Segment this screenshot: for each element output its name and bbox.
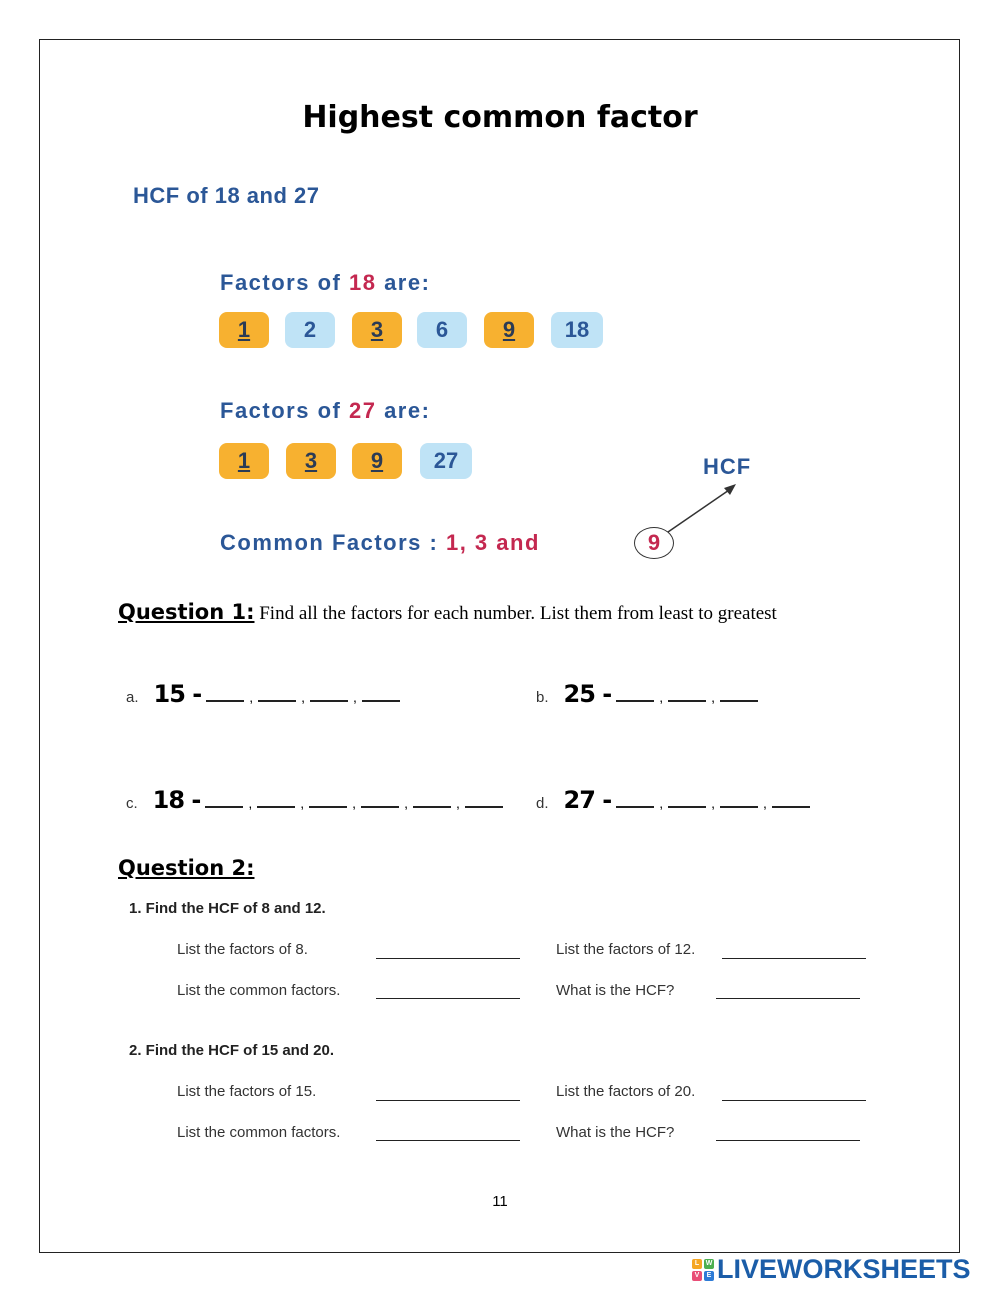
answer-blank[interactable] [362,682,400,702]
blank-separator: , [763,795,767,811]
factor-chip-value: 9 [502,317,516,342]
brand-logo [692,1254,971,1285]
answer-blank[interactable] [310,682,348,702]
blank-separator: , [353,689,357,705]
answer-blank[interactable] [206,682,244,702]
common-factors-label: Common Factors : [220,530,446,555]
factors-27-label [220,398,430,424]
prompt-common-factors: List the common factors. [177,1124,341,1141]
question1-label: Question 1: [118,600,255,624]
prompt-factors-left: List the factors of 8. [177,941,308,958]
factor-chip-value: 1 [237,317,251,342]
factor-chip-value: 9 [370,448,384,473]
factors-18-label [220,270,430,296]
factor-chip [484,312,534,348]
answer-blank[interactable] [413,788,451,808]
question1-item [126,786,503,814]
factors-18-label-pre: Factors of [220,270,349,295]
factor-chip-value: 27 [433,448,459,473]
factor-chip-value: 2 [303,317,317,342]
page-number: 11 [492,1193,508,1210]
answer-line[interactable] [716,1140,860,1141]
answer-blank[interactable] [361,788,399,808]
hcf-arrow-icon [660,480,750,540]
prompt-hcf: What is the HCF? [556,982,675,999]
common-factors-line [220,530,540,556]
blank-separator: , [352,795,357,811]
prompt-factors-right: List the factors of 20. [556,1083,696,1100]
prompt-hcf: What is the HCF? [556,1124,675,1141]
answer-blank[interactable] [309,788,347,808]
answer-blank[interactable] [205,788,243,808]
answer-blank[interactable] [258,682,296,702]
factors-18-label-post: are: [376,270,431,295]
factor-chip [285,312,335,348]
blank-separator: , [249,689,254,705]
answer-blank[interactable] [465,788,503,808]
factor-chip [420,443,472,479]
circled-hcf: 9 [634,527,674,559]
blank-separator: , [300,795,305,811]
factor-chip [417,312,467,348]
factors-27-label-post: are: [376,398,431,423]
question1-prompt [118,596,878,630]
blank-separator: , [404,795,408,811]
answer-blank[interactable] [668,682,706,702]
factor-chip-value: 3 [304,448,318,473]
prompt-factors-right: List the factors of 12. [556,941,696,958]
problem-heading: 1. Find the HCF of 8 and 12. [129,900,326,917]
factors-27-label-pre: Factors of [220,398,349,423]
liveworksheets-logo-icon [692,1259,714,1281]
item-letter: c. [126,795,138,812]
item-number: 15 - [153,680,202,708]
prompt-common-factors: List the common factors. [177,982,341,999]
factor-chip [352,312,402,348]
logo-tile: V [692,1271,702,1281]
factor-chip-value: 1 [237,448,251,473]
item-number: 18 - [152,786,201,814]
factor-chip [219,312,269,348]
answer-blank[interactable] [720,788,758,808]
answer-line[interactable] [722,958,866,959]
hcf-tag: HCF [703,454,752,479]
question1-item [536,680,758,708]
answer-line[interactable] [376,1140,520,1141]
answer-blank[interactable] [720,682,758,702]
page-border [39,39,960,1253]
answer-line[interactable] [376,958,520,959]
common-factors-values: 1, 3 and [445,530,540,555]
answer-line[interactable] [376,1100,520,1101]
factors-18-label-num: 18 [348,270,377,295]
question1-item [126,680,400,708]
question1-item [536,786,810,814]
item-letter: b. [536,689,549,706]
blank-separator: , [659,689,664,705]
factor-chip-value: 6 [435,317,449,342]
prompt-factors-left: List the factors of 15. [177,1083,317,1100]
blank-separator: , [659,795,664,811]
item-number: 27 - [563,786,612,814]
page-title: Highest common factor [302,100,698,135]
logo-tile: E [704,1271,714,1281]
answer-line[interactable] [716,998,860,999]
factor-chip-value: 18 [564,317,590,342]
answer-blank[interactable] [668,788,706,808]
answer-blank[interactable] [616,682,654,702]
question2-label: Question 2: [118,856,255,880]
answer-line[interactable] [722,1100,866,1101]
factor-chip [551,312,603,348]
answer-line[interactable] [376,998,520,999]
factor-chip [352,443,402,479]
factor-chip-value: 3 [370,317,384,342]
factor-chip [219,443,269,479]
factors-27-label-num: 27 [348,398,377,423]
blank-separator: , [455,795,460,811]
blank-separator: , [248,795,253,811]
answer-blank[interactable] [772,788,810,808]
item-letter: a. [126,689,139,706]
question1-text: Find all the factors for each number. List them from least to greatest [254,603,777,624]
problem-heading: 2. Find the HCF of 15 and 20. [129,1042,335,1059]
example-heading: HCF of 18 and 27 [133,183,320,208]
logo-tile: L [692,1259,702,1269]
factor-chip [286,443,336,479]
answer-blank[interactable] [257,788,295,808]
brand-name: LIVEWORKSHEETS [717,1254,971,1284]
item-letter: d. [536,795,549,812]
blank-separator: , [711,689,716,705]
answer-blank[interactable] [616,788,654,808]
blank-separator: , [301,689,306,705]
logo-tile: W [705,1260,713,1267]
item-number: 25 - [563,680,612,708]
blank-separator: , [711,795,716,811]
